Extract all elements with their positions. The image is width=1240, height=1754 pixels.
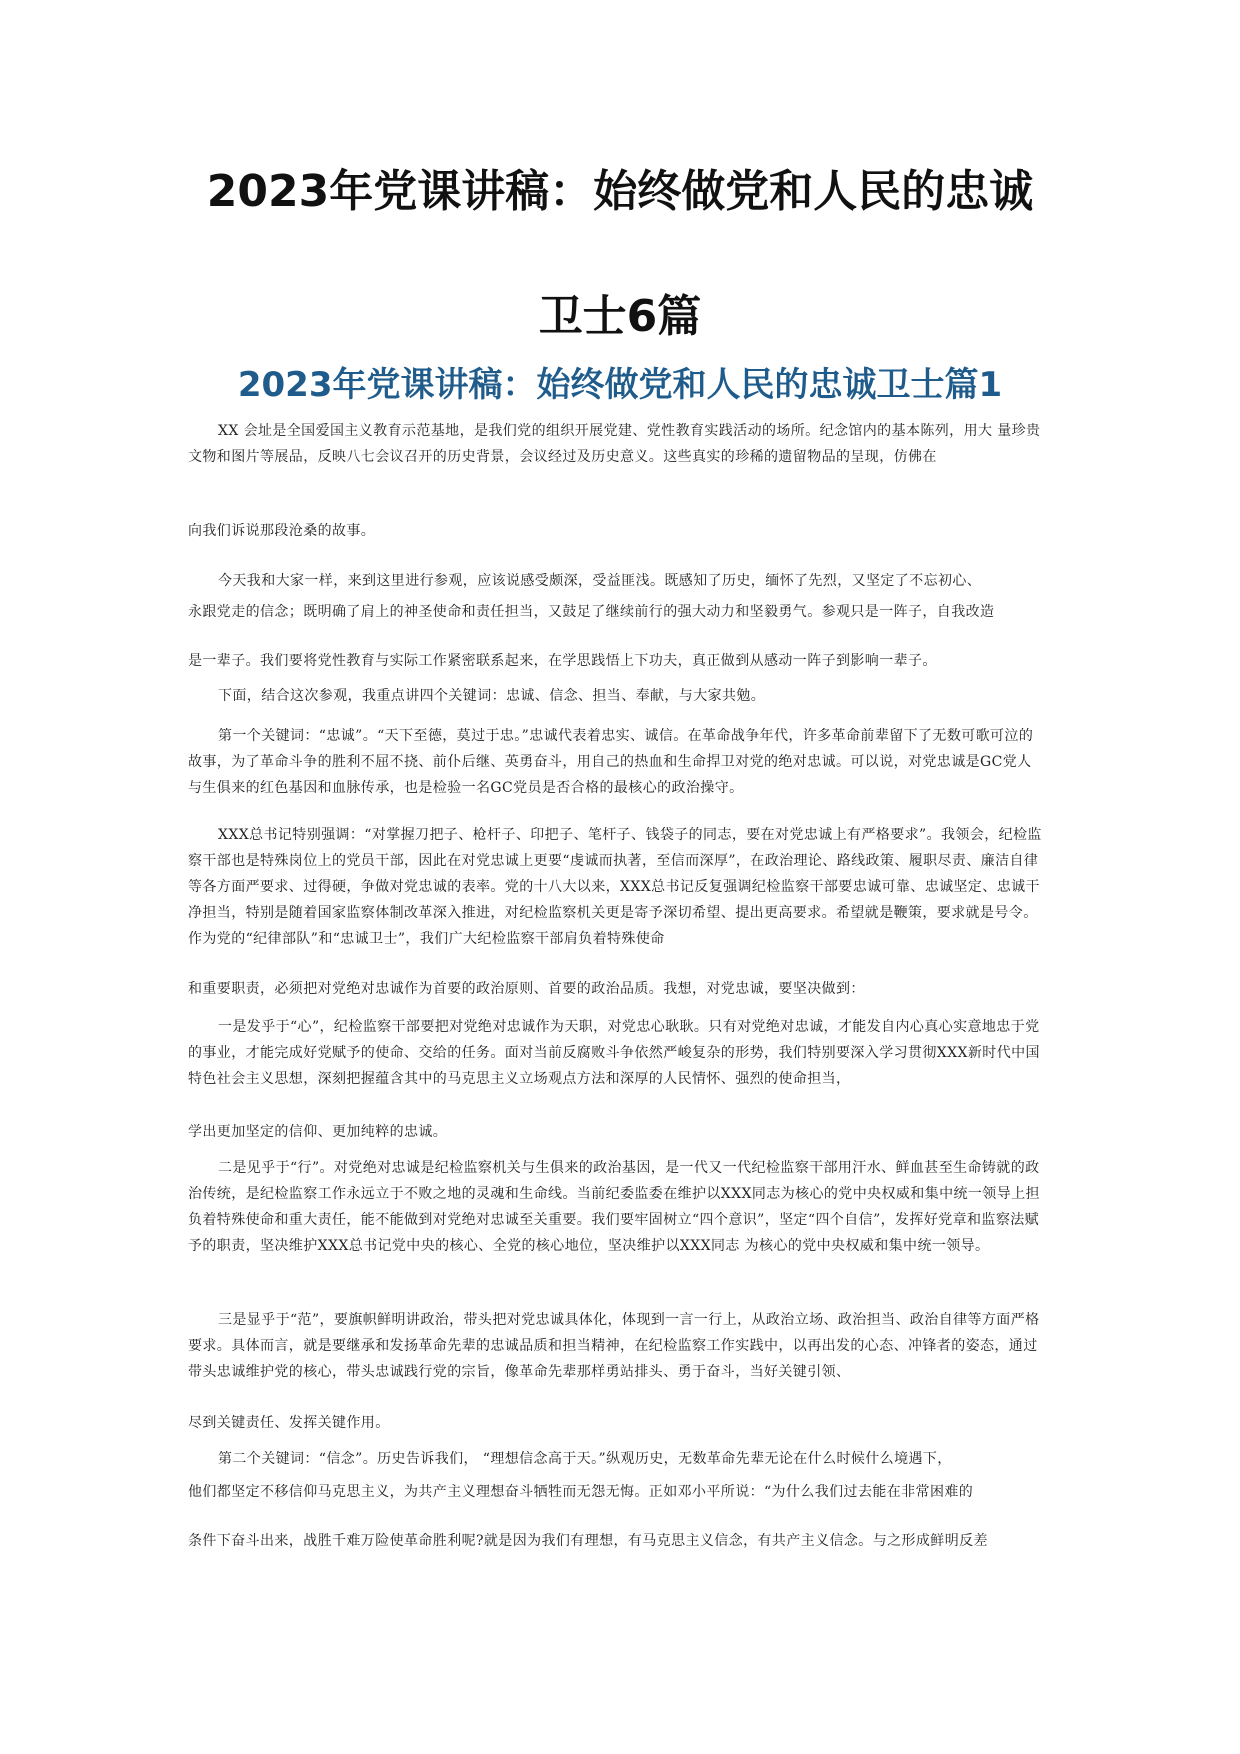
- paragraph: XXX总书记特别强调：“对掌握刀把子、枪杆子、印把子、笔杆子、钱袋子的同志，要在对党忠诚上有严格要求”。我领会，纪检监察干部也是特殊岗位上的党员干部，因此在对党忠诚上更要“虔诚而执著，至信而深厚”，在政治理论、路线政策、履职尽责、廉洁自律等各方面严要求、过得硬，争做对党忠诚的表率。党的十八大以来，XXX总书记反复强调纪检监察干部要忠诚可靠、忠诚坚定、忠诚干净担当，特别是随着国家监察体制改革深入推进，对纪检监察机关更是寄予深切希望、提出更高要求。希望就是鞭策，要求就是号令。作为党的“纪律部队”和“忠诚卫士”，我们广大纪检监察干部肩负着特殊使命: [188, 827, 1042, 947]
- paragraph: 第一个关键词：“忠诚”。“天下至德，莫过于忠。”忠诚代表着忠实、诚信。在革命战争年代，许多革命前辈留下了无数可歌可泣的故事，为了革命斗争的胜利不屈不挠、前仆后继、英勇奋斗，用自己的热血和生命捍卫对党的绝对忠诚。可以说，对党忠诚是GC党人与生俱来的红色基因和血脉传承，也是检验一名GC党员是否合格的最核心的政治操守。: [188, 728, 1034, 796]
- paragraph: 第二个关键词：“信念”。历史告诉我们， “理想信念高于天。”纵观历史，无数革命先辈无论在什么时候什么境遇下，: [218, 1451, 952, 1467]
- paragraph: 下面，结合这次参观，我重点讲四个关键词：忠诚、信念、担当、奉献，与大家共勉。: [218, 688, 766, 704]
- paragraph: 学出更加坚定的信仰、更加纯粹的忠诚。: [188, 1124, 448, 1140]
- paragraph: XX 会址是全国爱国主义教育示范基地，是我们党的组织开展党建、党性教育实践活动的场所。纪念馆内的基本陈列，用大 量珍贵文物和图片等展品，反映八七会议召开的历史背景，会议经过及历史意义。这些真实的珍稀的遗留物品的呈现，仿佛在: [188, 423, 1041, 465]
- paragraph: 是一辈子。我们要将党性教育与实际工作紧密联系起来，在学思践悟上下功夫，真正做到从感动一阵子到影响一辈子。: [188, 653, 937, 669]
- paragraph: 今天我和大家一样，来到这里进行参观，应该说感受颇深，受益匪浅。既感知了历史，缅怀了先烈，又坚定了不忘初心、: [218, 573, 982, 589]
- paragraph: 条件下奋斗出来，战胜千难万险使革命胜利呢?就是因为我们有理想，有马克思主义信念，有共产主义信念。与之形成鲜明反差: [188, 1533, 988, 1549]
- paragraph: 三是显乎于“范”，要旗帜鲜明讲政治，带头把对党忠诚具体化，体现到一言一行上，从政治立场、政治担当、政治自律等方面严格要求。具体而言，就是要继承和发扬革命先辈的忠诚品质和担当精神，在纪检监察工作实践中，以再出发的心态、冲锋者的姿态，通过带头忠诚维护党的核心，带头忠诚践行党的宗旨，像革命先辈那样勇站排头、勇于奋斗，当好关键引领、: [188, 1312, 1040, 1380]
- paragraph: 尽到关键责任、发挥关键作用。: [188, 1415, 390, 1431]
- paragraph: 他们都坚定不移信仰马克思主义，为共产主义理想奋斗牺牲而无怨无悔。正如邓小平所说：“为什么我们过去能在非常困难的: [188, 1484, 974, 1500]
- document-title-line-2: 卫士6篇: [538, 291, 702, 342]
- paragraph: 一是发乎于“心”，纪检监察干部要把对党绝对忠诚作为天职，对党忠心耿耿。只有对党绝对忠诚，才能发自内心真心实意地忠于党的事业，才能完成好党赋予的使命、交给的任务。面对当前反腐败斗争依然严峻复杂的形势，我们特别要深入学习贯彻XXX新时代中国特色社会主义思想，深刻把握蕴含其中的马克思主义立场观点方法和深厚的人民情怀、强烈的使命担当，: [188, 1019, 1040, 1087]
- section-heading: 2023年党课讲稿：始终做党和人民的忠诚卫士篇1: [237, 365, 1003, 405]
- paragraph: 向我们诉说那段沧桑的故事。: [188, 523, 376, 539]
- document-title-line-1: 2023年党课讲稿：始终做党和人民的忠诚: [206, 166, 1034, 217]
- paragraph: 永跟党走的信念；既明确了肩上的神圣使命和责任担当，又鼓足了继续前行的强大动力和坚毅勇气。参观只是一阵子，自我改造: [188, 604, 995, 620]
- paragraph: 二是见乎于“行”。对党绝对忠诚是纪检监察机关与生俱来的政治基因，是一代又一代纪检监察干部用汗水、鲜血甚至生命铸就的政治传统，是纪检监察工作永远立于不败之地的灵魂和生命线。当前纪委监委在维护以XXX同志为核心的党中央权威和集中统一领导上担负着特殊使命和重大责任，能不能做到对党绝对忠诚至关重要。我们要牢固树立“四个意识”，坚定“四个自信”，发挥好党章和监察法赋予的职责，坚决维护XXX总书记党中央的核心、全党的核心地位，坚决维护以XXX同志 为核心的党中央权威和集中统一领导。: [188, 1160, 1040, 1254]
- paragraph: 和重要职责，必须把对党绝对忠诚作为首要的政治原则、首要的政治品质。我想，对党忠诚，要坚决做到：: [188, 981, 865, 997]
